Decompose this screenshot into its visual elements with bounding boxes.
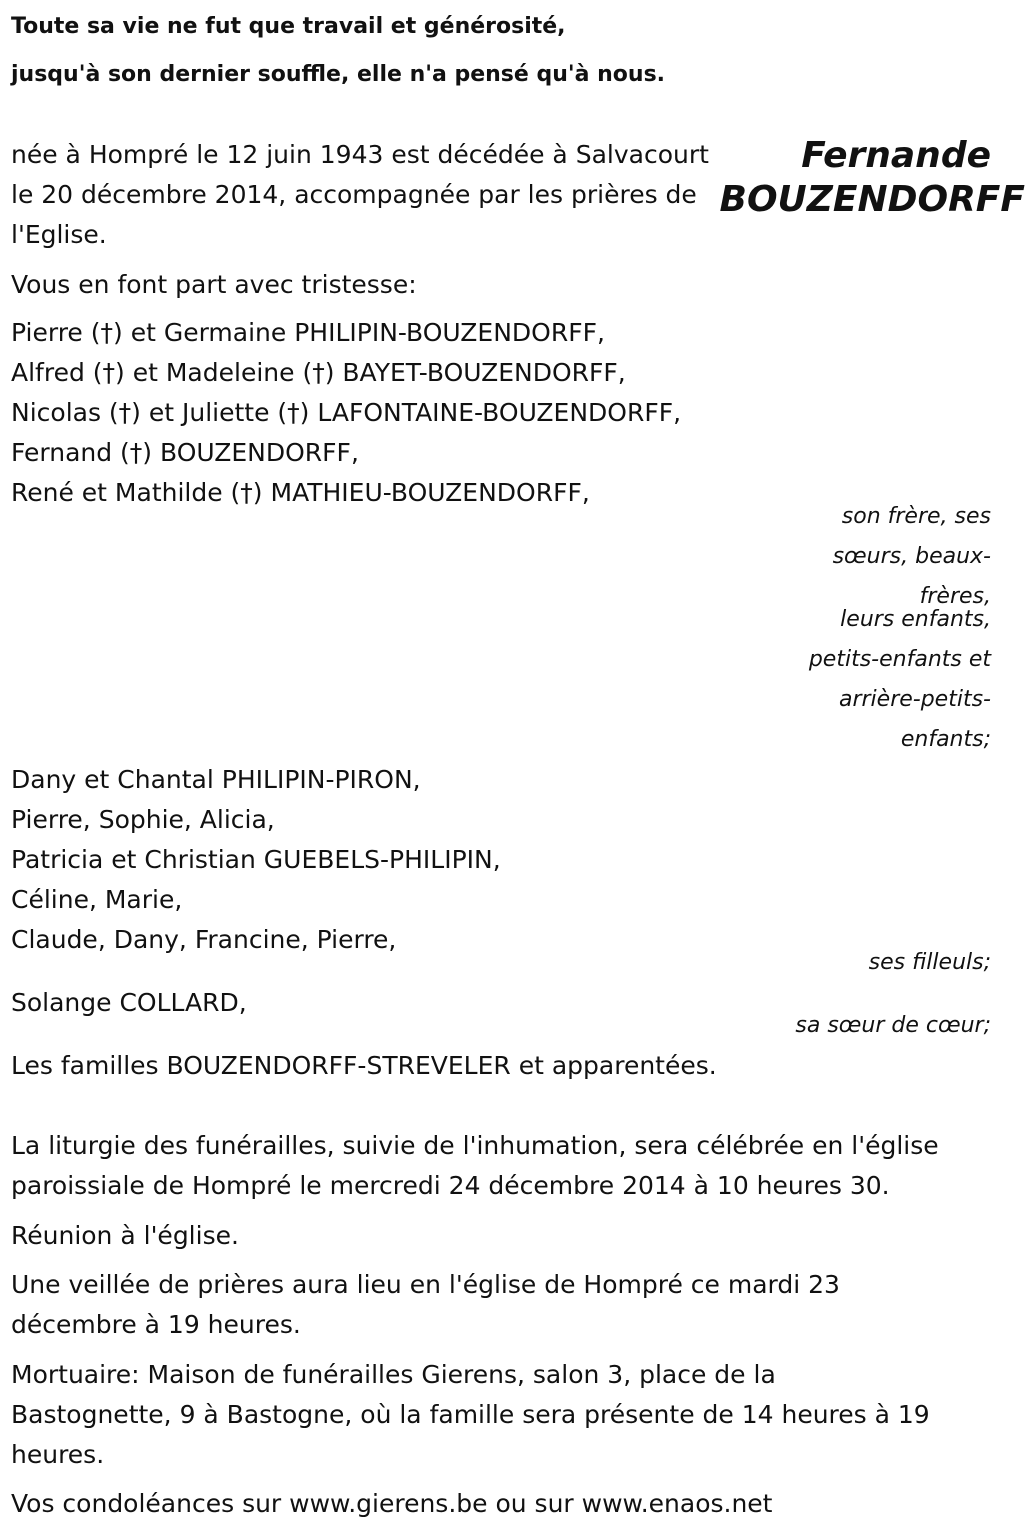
godchild: Patricia et Christian GUEBELS-PHILIPIN,	[11, 845, 501, 874]
godchild: Dany et Chantal PHILIPIN-PIRON,	[11, 765, 421, 794]
family-member: Fernand (†) BOUZENDORFF,	[11, 438, 359, 467]
mortuary-line-2: Bastognette, 9 à Bastogne, où la famille sera présente de 14 heures à 19	[11, 1400, 930, 1429]
relation-siblings-line: sœurs, beaux-	[832, 544, 991, 569]
godchild: Céline, Marie,	[11, 885, 183, 914]
families-line: Les familles BOUZENDORFF-STREVELER et apparentées.	[11, 1051, 717, 1080]
intro-line-2: le 20 décembre 2014, accompagnée par les prières de	[11, 180, 697, 209]
intro-line-3: l'Eglise.	[11, 220, 107, 249]
relation-descendants-line: arrière-petits-	[838, 687, 991, 712]
relation-siblings-line: son frère, ses	[841, 504, 991, 529]
announcement: Vous en font part avec tristesse:	[11, 270, 417, 299]
godchild: Pierre, Sophie, Alicia,	[11, 805, 275, 834]
deceased-first-name: Fernande	[801, 135, 991, 176]
relation-heart-sister: sa sœur de cœur;	[795, 1013, 991, 1038]
deceased-last-name: BOUZENDORFF	[719, 179, 1025, 220]
godchild: Claude, Dany, Francine, Pierre,	[11, 925, 397, 954]
relation-godchildren: ses filleuls;	[868, 950, 991, 975]
relation-descendants-line: petits-enfants et	[808, 647, 991, 672]
heart-sister-name: Solange COLLARD,	[11, 988, 247, 1017]
epigraph-line-2: jusqu'à son dernier souffle, elle n'a pensé qu'à nous.	[11, 62, 666, 87]
liturgy-line-1: La liturgie des funérailles, suivie de l'inhumation, sera célébrée en l'église	[11, 1131, 939, 1160]
relation-descendants-line: enfants;	[900, 727, 991, 752]
family-member: Pierre (†) et Germaine PHILIPIN-BOUZENDORFF,	[11, 318, 605, 347]
mortuary-line-1: Mortuaire: Maison de funérailles Gierens, salon 3, place de la	[11, 1360, 776, 1389]
mortuary-line-3: heures.	[11, 1440, 105, 1469]
relation-siblings-line: frères,	[919, 584, 991, 609]
epigraph-line-1: Toute sa vie ne fut que travail et générosité,	[11, 14, 566, 39]
intro-line-1: née à Hompré le 12 juin 1943 est décédée à Salvacourt	[11, 140, 709, 169]
meeting-line: Réunion à l'église.	[11, 1221, 239, 1250]
relation-descendants-line: leurs enfants,	[840, 607, 991, 632]
condolences-line: Vos condoléances sur www.gierens.be ou sur www.enaos.net	[11, 1489, 773, 1518]
family-member: René et Mathilde (†) MATHIEU-BOUZENDORFF,	[11, 478, 590, 507]
family-member: Nicolas (†) et Juliette (†) LAFONTAINE-BOUZENDORFF,	[11, 398, 682, 427]
vigil-line-2: décembre à 19 heures.	[11, 1310, 301, 1339]
vigil-line-1: Une veillée de prières aura lieu en l'église de Hompré ce mardi 23	[11, 1270, 840, 1299]
liturgy-line-2: paroissiale de Hompré le mercredi 24 décembre 2014 à 10 heures 30.	[11, 1171, 890, 1200]
family-member: Alfred (†) et Madeleine (†) BAYET-BOUZENDORFF,	[11, 358, 626, 387]
